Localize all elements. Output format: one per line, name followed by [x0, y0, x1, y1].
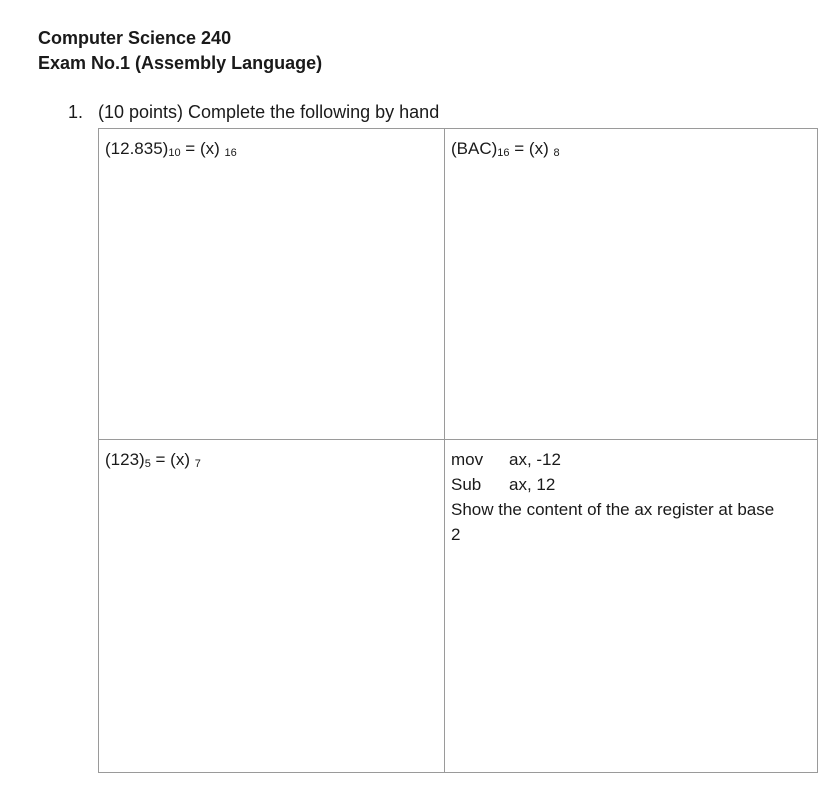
question-number: 1.	[68, 102, 84, 122]
course-title: Computer Science 240	[38, 28, 232, 48]
base-from: 5	[144, 458, 151, 470]
exam-title: Exam No.1 (Assembly Language)	[38, 53, 323, 73]
answer-cell-base5-to-base7[interactable]	[99, 440, 445, 772]
answer-cell-assembly[interactable]	[445, 440, 817, 772]
base-from: 10	[168, 147, 181, 159]
answer-table	[98, 128, 818, 773]
exam-header	[38, 26, 322, 76]
instruction-prompt: Show the content of the ax register at base	[451, 500, 775, 519]
question-1	[68, 100, 439, 124]
base-to: 8	[553, 147, 560, 159]
base-to: 7	[194, 458, 201, 470]
question-text: (10 points) Complete the following by hand	[98, 102, 440, 122]
instruction-prompt-base: 2	[451, 525, 461, 544]
expression-rhs: = (x)	[150, 450, 195, 469]
code-line-2	[451, 472, 811, 497]
answer-cell-decimal-to-hex[interactable]	[99, 129, 445, 440]
instruction-mnemonic: mov	[451, 450, 484, 469]
expression-rhs: = (x)	[509, 139, 554, 158]
expression-rhs: = (x)	[180, 139, 225, 158]
answer-cell-hex-to-octal[interactable]	[445, 129, 817, 440]
expression: (BAC)	[451, 139, 498, 158]
code-line-1	[451, 447, 811, 472]
base-to: 16	[224, 147, 237, 159]
instruction-mnemonic: Sub	[451, 475, 482, 494]
expression: (123)	[105, 450, 145, 469]
instruction-operands: ax, -12	[509, 450, 561, 469]
base-from: 16	[497, 147, 510, 159]
instruction-operands: ax, 12	[509, 475, 556, 494]
expression: (12.835)	[105, 139, 169, 158]
